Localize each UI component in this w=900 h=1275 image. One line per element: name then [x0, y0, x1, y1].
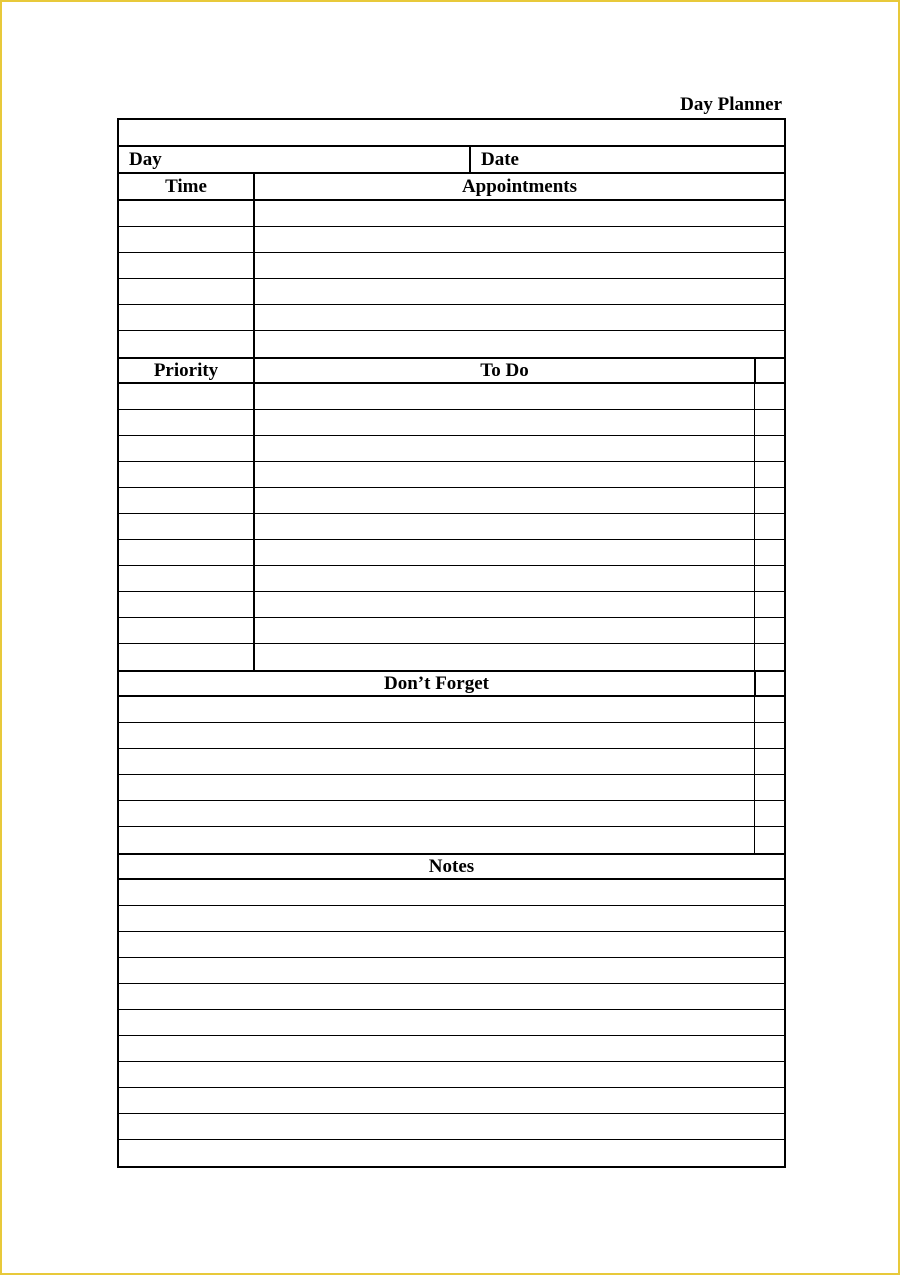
notes-row: [119, 1010, 784, 1036]
notes-row: [119, 1062, 784, 1088]
date-field[interactable]: [471, 147, 784, 172]
todo-row: [119, 384, 784, 410]
notes-row: [119, 880, 784, 906]
time-cell[interactable]: [119, 331, 255, 357]
todo-cell[interactable]: [255, 514, 754, 539]
priority-cell[interactable]: [119, 488, 255, 513]
dont-forget-row: [119, 697, 784, 723]
todo-checkbox[interactable]: [754, 384, 784, 409]
dont-forget-check-header: [754, 672, 784, 695]
dont-forget-rows: [119, 697, 784, 853]
notes-cell[interactable]: [119, 1140, 784, 1166]
todo-row: [119, 462, 784, 488]
todo-row: [119, 436, 784, 462]
appointment-row: [119, 253, 784, 279]
dont-forget-checkbox[interactable]: [754, 723, 784, 748]
todo-cell[interactable]: [255, 618, 754, 643]
planner-sheet: [117, 118, 786, 1168]
dont-forget-row: [119, 827, 784, 853]
todo-checkbox[interactable]: [754, 592, 784, 617]
notes-row: [119, 1114, 784, 1140]
todo-row: [119, 540, 784, 566]
dont-forget-checkbox[interactable]: [754, 827, 784, 853]
dont-forget-cell[interactable]: [119, 801, 754, 826]
dont-forget-checkbox[interactable]: [754, 775, 784, 800]
appointment-cell[interactable]: [255, 305, 784, 330]
dont-forget-cell[interactable]: [119, 775, 754, 800]
date-label: Date: [481, 148, 519, 170]
todo-row: [119, 488, 784, 514]
todo-checkbox[interactable]: [754, 436, 784, 461]
notes-row: [119, 984, 784, 1010]
notes-cell[interactable]: [119, 906, 784, 931]
appointment-row: [119, 331, 784, 357]
dont-forget-cell[interactable]: [119, 827, 754, 853]
appointments-header: Appointments: [461, 175, 578, 197]
page-title: Day Planner: [680, 94, 782, 115]
priority-cell[interactable]: [119, 436, 255, 461]
dont-forget-row: [119, 723, 784, 749]
todo-cell[interactable]: [255, 462, 754, 487]
todo-rows: [119, 384, 784, 670]
notes-row: [119, 906, 784, 932]
notes-cell[interactable]: [119, 1114, 784, 1139]
todo-row: [119, 592, 784, 618]
appointment-row: [119, 279, 784, 305]
day-field[interactable]: [119, 147, 471, 172]
notes-row: [119, 1088, 784, 1114]
appointment-cell[interactable]: [255, 227, 784, 252]
dont-forget-header: Don’t Forget: [384, 672, 489, 694]
notes-header: Notes: [428, 855, 475, 877]
notes-row: [119, 932, 784, 958]
dont-forget-checkbox[interactable]: [754, 749, 784, 774]
time-cell[interactable]: [119, 253, 255, 278]
todo-checkbox[interactable]: [754, 410, 784, 435]
todo-cell[interactable]: [255, 566, 754, 591]
priority-header: Priority: [119, 359, 255, 382]
notes-rows: [119, 880, 784, 1166]
time-cell[interactable]: [119, 201, 255, 226]
dont-forget-cell[interactable]: [119, 723, 754, 748]
todo-checkbox[interactable]: [754, 644, 784, 670]
time-cell[interactable]: [119, 227, 255, 252]
dont-forget-checkbox[interactable]: [754, 697, 784, 722]
priority-cell[interactable]: [119, 644, 255, 670]
todo-row: [119, 410, 784, 436]
priority-cell[interactable]: [119, 462, 255, 487]
todo-header: To Do: [480, 359, 529, 381]
dont-forget-cell[interactable]: [119, 697, 754, 722]
notes-cell[interactable]: [119, 880, 784, 905]
notes-cell[interactable]: [119, 1036, 784, 1061]
todo-row: [119, 618, 784, 644]
todo-cell[interactable]: [255, 592, 754, 617]
time-cell[interactable]: [119, 279, 255, 304]
notes-cell[interactable]: [119, 984, 784, 1009]
notes-cell[interactable]: [119, 1062, 784, 1087]
notes-cell[interactable]: [119, 1088, 784, 1113]
dont-forget-row: [119, 775, 784, 801]
time-cell[interactable]: [119, 305, 255, 330]
todo-check-header: [754, 359, 784, 382]
todo-cell[interactable]: [255, 488, 754, 513]
day-date-row: [119, 147, 784, 174]
notes-header-row: [119, 853, 784, 880]
priority-cell[interactable]: [119, 566, 255, 591]
notes-cell[interactable]: [119, 958, 784, 983]
priority-cell[interactable]: [119, 384, 255, 409]
appointments-rows: [119, 201, 784, 357]
todo-checkbox[interactable]: [754, 488, 784, 513]
time-header: Time: [119, 174, 255, 199]
priority-cell[interactable]: [119, 592, 255, 617]
todo-checkbox[interactable]: [754, 514, 784, 539]
dont-forget-header-row: [119, 670, 784, 697]
appointment-row: [119, 201, 784, 227]
appointment-cell[interactable]: [255, 253, 784, 278]
appointment-row: [119, 227, 784, 253]
notes-row: [119, 1140, 784, 1166]
notes-row: [119, 1036, 784, 1062]
todo-row: [119, 644, 784, 670]
dont-forget-row: [119, 801, 784, 827]
appointment-cell[interactable]: [255, 279, 784, 304]
notes-cell[interactable]: [119, 932, 784, 957]
appointment-cell[interactable]: [255, 331, 784, 357]
day-label: Day: [129, 148, 162, 170]
priority-cell[interactable]: [119, 618, 255, 643]
dont-forget-checkbox[interactable]: [754, 801, 784, 826]
dont-forget-row: [119, 749, 784, 775]
todo-cell[interactable]: [255, 540, 754, 565]
todo-cell[interactable]: [255, 644, 754, 670]
todo-row: [119, 566, 784, 592]
todo-checkbox[interactable]: [754, 462, 784, 487]
todo-row: [119, 514, 784, 540]
priority-cell[interactable]: [119, 410, 255, 435]
appointment-row: [119, 305, 784, 331]
todo-checkbox[interactable]: [754, 540, 784, 565]
todo-header-row: [119, 357, 784, 384]
notes-cell[interactable]: [119, 1010, 784, 1035]
blank-header-row[interactable]: [119, 120, 784, 147]
priority-cell[interactable]: [119, 514, 255, 539]
todo-cell[interactable]: [255, 410, 754, 435]
todo-checkbox[interactable]: [754, 618, 784, 643]
todo-checkbox[interactable]: [754, 566, 784, 591]
appointment-cell[interactable]: [255, 201, 784, 226]
todo-cell[interactable]: [255, 384, 754, 409]
todo-cell[interactable]: [255, 436, 754, 461]
notes-row: [119, 958, 784, 984]
dont-forget-cell[interactable]: [119, 749, 754, 774]
appointments-header-row: [119, 174, 784, 201]
priority-cell[interactable]: [119, 540, 255, 565]
